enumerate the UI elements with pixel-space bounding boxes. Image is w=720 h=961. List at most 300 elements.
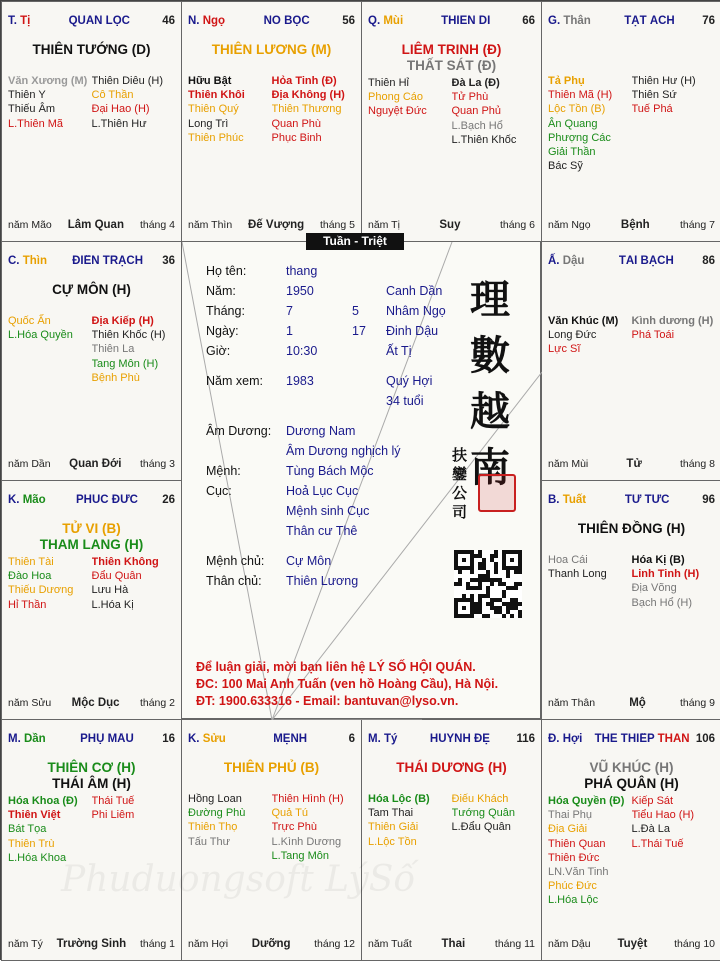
minor-star: Phong Cáo xyxy=(368,91,424,104)
minor-star: Lực Sĩ xyxy=(548,343,581,356)
minor-star: Đại Hao (H) xyxy=(91,103,150,116)
minor-star: Thiếu Dương xyxy=(8,584,74,597)
qr-module xyxy=(482,562,486,566)
minor-star: Hóa Lộc (B) xyxy=(368,793,430,805)
minor-star: Hữu Bật xyxy=(188,75,232,87)
minor-star: Hóa Kị (B) xyxy=(631,554,685,566)
day-solar: 17 xyxy=(352,324,366,338)
qr-module xyxy=(506,610,510,614)
qr-module xyxy=(506,602,510,606)
minor-star: L.Hóa Khoa xyxy=(8,851,67,864)
qr-module xyxy=(478,606,482,610)
palace-cell-suu[interactable] xyxy=(181,719,362,961)
branch-label xyxy=(8,733,46,745)
cuc-note-2: Thân cư Thê xyxy=(286,524,358,538)
qr-module xyxy=(470,586,474,590)
qr-code[interactable] xyxy=(454,550,522,618)
month-label: tháng 5 xyxy=(319,219,355,231)
palace-cell-ti[interactable] xyxy=(1,1,182,242)
star-column-left xyxy=(548,553,632,610)
qr-module xyxy=(458,550,462,554)
qr-module xyxy=(462,606,466,610)
palace-extra-label: THÂN xyxy=(654,733,690,745)
minor-star: Đào Hoa xyxy=(8,570,52,583)
palace-cell-tuat[interactable] xyxy=(541,480,720,720)
branch-prefix: Đ. xyxy=(548,733,560,745)
year-value: 1950 xyxy=(286,284,314,298)
qr-module xyxy=(486,570,490,574)
life-stage: Đế Vượng xyxy=(248,219,305,231)
qr-module xyxy=(514,586,518,590)
minor-star: Thiên La xyxy=(91,343,135,356)
palace-number: 106 xyxy=(695,733,715,745)
qr-module xyxy=(462,566,466,570)
minor-stars xyxy=(368,792,535,849)
branch-prefix: G. xyxy=(548,15,561,27)
branch-label xyxy=(548,733,582,745)
minor-star: Bác Sỹ xyxy=(548,160,583,173)
branch-label xyxy=(8,494,46,506)
qr-module xyxy=(502,582,506,586)
star-column-left xyxy=(188,792,272,863)
palace-footer xyxy=(548,938,715,950)
minor-star: Tả Phụ xyxy=(548,75,585,87)
center-info-panel xyxy=(181,241,541,719)
qr-module xyxy=(470,558,474,562)
tuan-triet-label: Tuần - Triệt xyxy=(306,233,404,250)
month-label: tháng 2 xyxy=(139,697,175,709)
branch-label xyxy=(368,15,403,27)
qr-module xyxy=(510,606,514,610)
qr-module xyxy=(518,566,522,570)
minor-star: Thiên Khôi xyxy=(188,89,245,102)
qr-module xyxy=(482,558,486,562)
minor-star: Điếu Khách xyxy=(451,793,509,805)
palace-cell-than[interactable] xyxy=(541,1,720,242)
qr-module xyxy=(502,614,506,618)
minor-stars xyxy=(548,553,715,610)
qr-module xyxy=(462,614,466,618)
menh-label: Mệnh: xyxy=(206,464,241,478)
palace-number: 76 xyxy=(702,15,715,27)
branch-prefix: B. xyxy=(548,494,560,506)
branch-name: Tị xyxy=(16,15,31,27)
branch-prefix: T. xyxy=(8,15,17,27)
qr-module xyxy=(510,550,514,554)
qr-module xyxy=(514,566,518,570)
minor-star: Địa Giải xyxy=(548,823,588,836)
minor-star: Phục Binh xyxy=(271,131,322,144)
branch-label xyxy=(548,15,591,27)
qr-module xyxy=(510,598,514,602)
qr-module xyxy=(466,586,470,590)
minor-star: Tướng Quân xyxy=(451,807,515,820)
qr-module xyxy=(518,582,522,586)
qr-module xyxy=(518,554,522,558)
palace-number: 96 xyxy=(702,494,715,506)
qr-module xyxy=(482,594,486,598)
branch-label xyxy=(188,733,226,745)
qr-module xyxy=(478,574,482,578)
palace-header xyxy=(548,15,715,27)
minor-star: Thiên Khốc (H) xyxy=(91,329,166,342)
qr-module xyxy=(502,562,506,566)
year-label: năm Thân xyxy=(548,697,596,709)
branch-prefix: K. xyxy=(8,494,20,506)
qr-module xyxy=(462,598,466,602)
palace-footer xyxy=(8,697,175,709)
star-column-left xyxy=(368,76,452,147)
am-duong-value: Dương Nam xyxy=(286,424,356,438)
minor-star: Hoa Cái xyxy=(548,554,588,566)
qr-module xyxy=(474,586,478,590)
main-star: THAM LANG (H) xyxy=(39,537,144,552)
palace-name: PHÚC ĐỨC xyxy=(75,494,138,506)
palace-cell-dau[interactable] xyxy=(541,241,720,481)
qr-module xyxy=(514,570,518,574)
minor-star: Kình dương (H) xyxy=(631,315,714,327)
qr-module xyxy=(494,570,498,574)
qr-module xyxy=(454,598,458,602)
qr-module xyxy=(510,614,514,618)
qr-module xyxy=(514,598,518,602)
qr-module xyxy=(466,598,470,602)
star-column-right xyxy=(272,74,356,145)
red-seal-stamp xyxy=(478,474,516,512)
minor-star: Long Đức xyxy=(548,329,597,342)
palace-number: 56 xyxy=(342,15,355,27)
minor-star: Thiên Đức xyxy=(548,851,600,864)
minor-stars xyxy=(548,794,715,908)
palace-number: 116 xyxy=(516,733,535,745)
main-star: TỬ VI (B) xyxy=(62,521,121,536)
minor-star: Tang Môn (H) xyxy=(91,357,159,370)
qr-module xyxy=(458,614,462,618)
qr-module xyxy=(510,566,514,570)
palace-header xyxy=(368,15,535,27)
cuc-note-1: Mệnh sinh Cục xyxy=(286,504,370,518)
qr-module xyxy=(470,554,474,558)
minor-star: Long Trì xyxy=(188,117,229,130)
life-stage: Mộ xyxy=(629,697,646,709)
minor-stars xyxy=(8,555,175,612)
star-column-left xyxy=(8,74,92,131)
qr-module xyxy=(454,554,458,558)
qr-module xyxy=(470,570,474,574)
minor-star: Thiên Hỉ xyxy=(368,77,409,89)
qr-module xyxy=(470,566,474,570)
branch-name: Mùi xyxy=(380,15,404,27)
branch-prefix: K. xyxy=(188,733,200,745)
palace-cell-mui[interactable] xyxy=(361,1,542,242)
star-column-left xyxy=(8,314,92,385)
month-label: tháng 10 xyxy=(674,938,715,950)
branch-name: Tý xyxy=(380,733,398,745)
qr-module xyxy=(486,578,490,582)
menh-chu-value: Cự Môn xyxy=(286,554,332,568)
minor-star: Phượng Các xyxy=(548,131,611,144)
month-can: Nhâm Ngọ xyxy=(386,304,446,318)
qr-module xyxy=(490,582,494,586)
minor-star: L.Thiên Hư xyxy=(91,117,147,130)
calligraphy-char: 理 xyxy=(470,276,510,323)
view-year-can: Quý Hợi xyxy=(386,374,433,388)
minor-stars xyxy=(188,792,355,863)
qr-module xyxy=(470,606,474,610)
contact-line: ĐC: 100 Mai Anh Tuấn (ven hồ Hoàng Cầu), Hà Nội. xyxy=(196,677,499,691)
qr-module xyxy=(454,550,458,554)
minor-star: Hóa Khoa (Đ) xyxy=(8,795,78,807)
am-duong-label: Âm Dương: xyxy=(206,424,272,438)
palace-cell-ty[interactable] xyxy=(361,719,542,961)
minor-star: Thái Tuế xyxy=(91,795,135,807)
qr-module xyxy=(478,598,482,602)
qr-module xyxy=(454,614,458,618)
minor-star: Tiểu Hao (H) xyxy=(631,809,695,822)
minor-star: L.Bạch Hổ xyxy=(451,119,503,132)
star-column-left xyxy=(8,555,92,612)
palace-footer xyxy=(548,697,715,709)
minor-star: Thiên Y xyxy=(8,89,46,102)
palace-name: THÊ THIẾP THÂN xyxy=(594,733,690,745)
minor-star: Thiên Phúc xyxy=(188,131,244,144)
minor-stars xyxy=(548,74,715,173)
palace-footer xyxy=(8,938,175,950)
palace-header xyxy=(548,255,715,267)
star-column-right xyxy=(92,314,176,385)
qr-module xyxy=(482,614,486,618)
qr-module xyxy=(486,586,490,590)
minor-star: Thiên Việt xyxy=(8,809,61,822)
star-column-left xyxy=(548,74,632,173)
hour-can: Ất Tị xyxy=(386,344,412,358)
qr-module xyxy=(466,582,470,586)
qr-module xyxy=(518,610,522,614)
main-star: THÁI ÂM (H) xyxy=(52,776,131,791)
name-value: thang xyxy=(286,264,318,278)
palace-header xyxy=(188,733,355,745)
qr-module xyxy=(482,578,486,582)
star-column-right xyxy=(92,555,176,612)
qr-module xyxy=(502,590,506,594)
year-label: Năm: xyxy=(206,284,236,298)
day-label: Ngày: xyxy=(206,324,239,338)
am-duong-note: Âm Dương nghịch lý xyxy=(286,444,401,458)
branch-prefix: C. xyxy=(8,255,20,267)
main-star: THÁI DƯƠNG (H) xyxy=(396,760,507,775)
qr-module xyxy=(486,594,490,598)
minor-stars xyxy=(548,314,715,357)
qr-module xyxy=(518,562,522,566)
qr-module xyxy=(482,574,486,578)
qr-module xyxy=(478,554,482,558)
branch-prefix: Ấ. xyxy=(548,255,560,267)
month-label: tháng 8 xyxy=(679,458,715,470)
minor-star: Hóa Quyền (Đ) xyxy=(548,795,625,807)
minor-stars xyxy=(188,74,355,145)
minor-star: Tấu Thư xyxy=(188,835,231,848)
palace-cell-mao[interactable] xyxy=(1,480,182,720)
minor-stars xyxy=(8,314,175,385)
minor-star: Thiên Quan xyxy=(548,837,606,850)
cuc-label: Cục: xyxy=(206,484,232,498)
life-stage: Trường Sinh xyxy=(56,938,127,950)
palace-header xyxy=(8,733,175,745)
qr-module xyxy=(454,558,458,562)
branch-name: Sửu xyxy=(199,733,226,745)
view-year-label: Năm xem: xyxy=(206,374,263,388)
palace-footer xyxy=(368,219,535,231)
qr-module xyxy=(470,610,474,614)
qr-module xyxy=(470,594,474,598)
qr-module xyxy=(458,566,462,570)
minor-star: L.Đẩu Quân xyxy=(451,821,511,834)
qr-module xyxy=(470,598,474,602)
hour-label: Giờ: xyxy=(206,344,231,358)
palace-header xyxy=(8,15,175,27)
main-star: THIÊN LƯƠNG (M) xyxy=(211,42,332,57)
minor-star: Quả Tú xyxy=(271,807,308,820)
month-label: tháng 7 xyxy=(679,219,715,231)
minor-star: Thiên Diêu (H) xyxy=(91,75,164,87)
year-label: năm Tý xyxy=(8,938,43,950)
month-label: tháng 11 xyxy=(494,938,535,950)
minor-star: Đẩu Quân xyxy=(91,570,142,583)
qr-module xyxy=(510,558,514,562)
year-label: năm Thìn xyxy=(188,219,233,231)
star-column-left xyxy=(548,794,632,908)
minor-star: Lộc Tồn (B) xyxy=(548,103,606,116)
main-star: THIÊN ĐỒNG (H) xyxy=(577,521,686,536)
qr-module xyxy=(470,614,474,618)
star-column-right xyxy=(632,553,716,610)
branch-prefix: M. xyxy=(368,733,381,745)
month-label: Tháng: xyxy=(206,304,245,318)
palace-header xyxy=(368,733,535,745)
life-stage: Bệnh xyxy=(620,219,650,231)
qr-module xyxy=(490,602,494,606)
palace-cell-dan[interactable] xyxy=(1,719,182,961)
year-label: năm Sửu xyxy=(8,697,52,709)
minor-star: Thiên Trù xyxy=(8,837,55,850)
star-column-right xyxy=(632,794,716,908)
month-label: tháng 3 xyxy=(139,458,175,470)
palace-number: 16 xyxy=(162,733,175,745)
contact-line: ĐT: 1900.633316 - Email: bantuvan@lyso.vn. xyxy=(196,694,459,708)
qr-module xyxy=(506,574,510,578)
palace-footer xyxy=(188,938,355,950)
minor-star: Thiên Thọ xyxy=(188,821,238,834)
qr-module xyxy=(478,562,482,566)
minor-star: L.Hóa Kị xyxy=(91,598,134,611)
calligraphy-char: 越 xyxy=(470,388,510,435)
minor-star: Phúc Đức xyxy=(548,880,597,893)
branch-label xyxy=(8,255,47,267)
palace-footer xyxy=(368,938,535,950)
palace-number: 26 xyxy=(162,494,175,506)
minor-star: Phá Toái xyxy=(631,329,675,342)
palace-header xyxy=(188,15,355,27)
qr-module xyxy=(502,566,506,570)
branch-label xyxy=(188,15,225,27)
qr-module xyxy=(462,594,466,598)
star-column-left xyxy=(8,794,92,865)
qr-module xyxy=(478,586,482,590)
qr-module xyxy=(514,550,518,554)
qr-module xyxy=(506,606,510,610)
qr-module xyxy=(462,550,466,554)
qr-module xyxy=(510,602,514,606)
main-star: THIÊN TƯỚNG (D) xyxy=(32,42,151,57)
minor-star: Tam Thai xyxy=(368,807,414,820)
minor-star: Hỉ Thần xyxy=(8,598,47,611)
palace-header xyxy=(548,494,715,506)
qr-module xyxy=(486,574,490,578)
qr-module xyxy=(506,550,510,554)
qr-module xyxy=(478,550,482,554)
minor-star: Văn Khúc (M) xyxy=(548,315,619,327)
qr-module xyxy=(498,610,502,614)
minor-star: L.Lộc Tồn xyxy=(368,835,417,848)
main-star: PHÁ QUÂN (H) xyxy=(584,776,679,791)
main-star: LIÊM TRINH (Đ) xyxy=(401,42,502,57)
menh-value: Tùng Bách Mộc xyxy=(286,464,374,478)
minor-star: Cô Thần xyxy=(91,89,134,102)
qr-module xyxy=(514,582,518,586)
palace-header xyxy=(548,733,715,745)
minor-star: Thai Phụ xyxy=(548,809,593,822)
minor-star: Quan Phù xyxy=(271,117,322,130)
qr-module xyxy=(470,602,474,606)
qr-module xyxy=(478,582,482,586)
view-year-value: 1983 xyxy=(286,374,314,388)
qr-module xyxy=(462,558,466,562)
palace-cell-thin[interactable] xyxy=(1,241,182,481)
star-column-right xyxy=(92,74,176,131)
qr-module xyxy=(490,578,494,582)
life-stage: Dưỡng xyxy=(251,938,291,950)
palace-cell-hoi[interactable] xyxy=(541,719,720,961)
minor-star: Hồng Loan xyxy=(188,793,242,805)
branch-label xyxy=(8,15,30,27)
palace-name: TÀI BẠCH xyxy=(618,255,674,267)
year-label: năm Dậu xyxy=(548,938,591,950)
qr-module xyxy=(454,602,458,606)
minor-star: L.Tang Môn xyxy=(271,849,329,862)
qr-module xyxy=(502,602,506,606)
minor-star: Trực Phù xyxy=(271,821,317,834)
qr-module xyxy=(478,610,482,614)
minor-star: Thiên Sứ xyxy=(631,89,677,102)
minor-stars xyxy=(8,794,175,865)
qr-module xyxy=(502,554,506,558)
qr-module xyxy=(506,586,510,590)
minor-star: Quan Phủ xyxy=(451,105,502,118)
qr-module xyxy=(518,602,522,606)
qr-module xyxy=(474,606,478,610)
qr-module xyxy=(478,566,482,570)
qr-module xyxy=(502,594,506,598)
branch-prefix: Q. xyxy=(368,15,381,27)
qr-module xyxy=(478,594,482,598)
star-column-left xyxy=(188,74,272,145)
palace-cell-ngo[interactable] xyxy=(181,1,362,242)
minor-star: Địa Võng xyxy=(631,582,677,595)
life-stage: Mộc Dục xyxy=(71,697,120,709)
branch-name: Ngọ xyxy=(199,15,226,27)
qr-module xyxy=(486,602,490,606)
minor-star: Thiên Hư (H) xyxy=(631,75,696,87)
